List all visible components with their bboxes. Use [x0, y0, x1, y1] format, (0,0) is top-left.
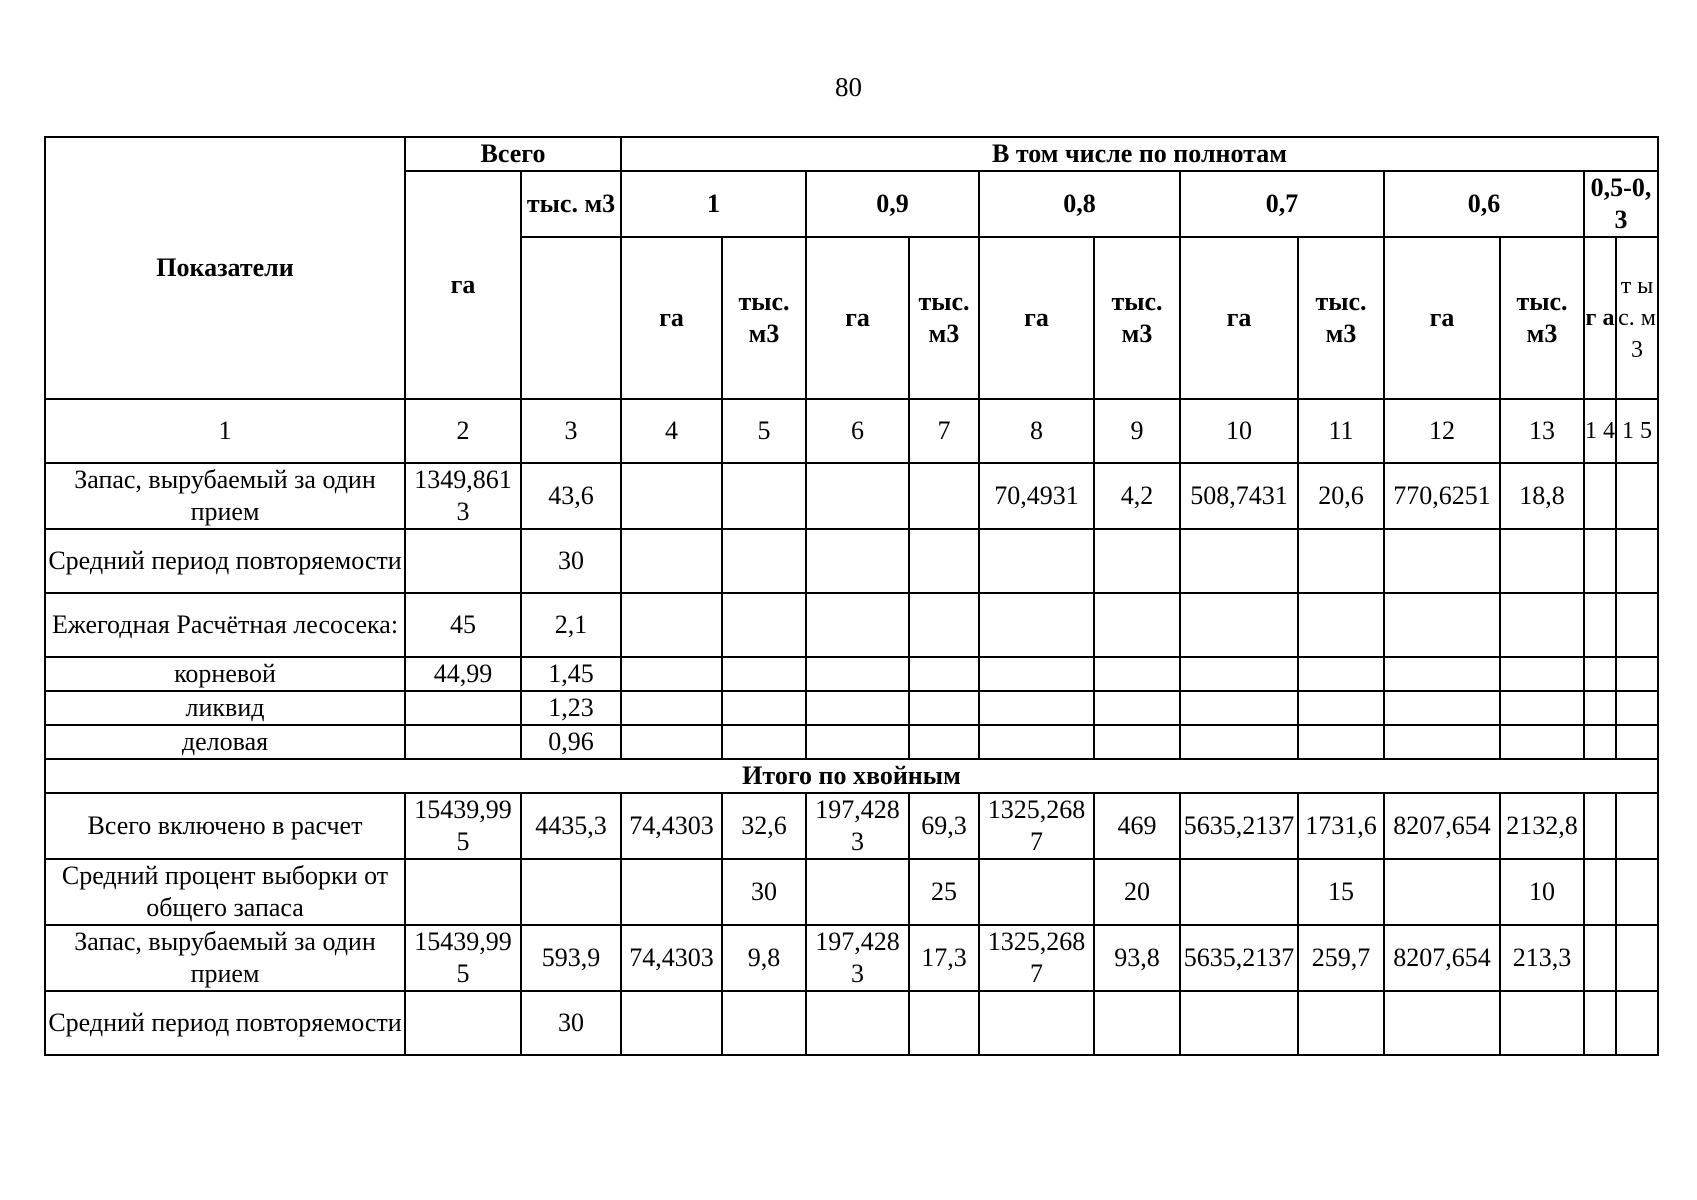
table-row [45, 925, 1658, 991]
table-cell: 2,1 [521, 593, 621, 657]
table-cell: 30 [521, 529, 621, 593]
table-cell [979, 529, 1094, 593]
table-cell [722, 725, 806, 759]
table-cell [1584, 859, 1616, 925]
table-cell [405, 991, 521, 1055]
row-label: Всего включено в расчет [45, 793, 405, 859]
total-m3-header: тыс. м3 [521, 171, 621, 237]
table-cell [1094, 991, 1180, 1055]
table-cell: 4,2 [1094, 463, 1180, 529]
table-cell [1616, 691, 1658, 725]
unit-m3-header: тыс. м3 [1094, 237, 1180, 399]
indicators-header: Показатели [45, 137, 405, 399]
section-row [45, 759, 1658, 793]
table-cell: 1349,8613 [405, 463, 521, 529]
table-cell [1584, 529, 1616, 593]
table-cell [1384, 859, 1500, 925]
column-number: 5 [722, 399, 806, 463]
column-number: 13 [1500, 399, 1584, 463]
column-number: 6 [806, 399, 909, 463]
row-label: Средний период повторяемости [45, 529, 405, 593]
table-cell [621, 859, 722, 925]
row-label: Ежегодная Расчётная лесосека: [45, 593, 405, 657]
table-cell: 44,99 [405, 657, 521, 691]
column-number: 3 [521, 399, 621, 463]
table-cell [909, 991, 979, 1055]
column-number: 9 [1094, 399, 1180, 463]
column-number: 10 [1180, 399, 1298, 463]
column-number: 2 [405, 399, 521, 463]
table-cell [806, 593, 909, 657]
table-cell [1180, 991, 1298, 1055]
column-number: 7 [909, 399, 979, 463]
column-number: 12 [1384, 399, 1500, 463]
table-cell [1616, 793, 1658, 859]
table-cell: 43,6 [521, 463, 621, 529]
density-header: 0,8 [979, 171, 1180, 237]
table-cell [909, 463, 979, 529]
table-cell [1500, 529, 1584, 593]
column-number: 4 [621, 399, 722, 463]
row-label: корневой [45, 657, 405, 691]
table-cell: 1,45 [521, 657, 621, 691]
table-cell: 69,3 [909, 793, 979, 859]
row-label: Запас, вырубаемый за один прием [45, 463, 405, 529]
table-cell [722, 657, 806, 691]
table-cell [621, 991, 722, 1055]
unit-ha-header: га [1384, 237, 1500, 399]
table-cell: 197,4283 [806, 793, 909, 859]
column-number: 1 [45, 399, 405, 463]
column-number: 1 4 [1584, 399, 1616, 463]
table-cell: 74,4303 [621, 925, 722, 991]
page-number: 80 [835, 72, 862, 102]
table-cell [521, 859, 621, 925]
table-cell: 30 [521, 991, 621, 1055]
table-cell [621, 529, 722, 593]
table-row [45, 793, 1658, 859]
table-cell [1094, 593, 1180, 657]
table-cell [1616, 725, 1658, 759]
density-header: 0,6 [1384, 171, 1584, 237]
header-row-1 [45, 137, 1658, 171]
table-cell [722, 463, 806, 529]
density-header: 1 [621, 171, 806, 237]
table-cell: 0,96 [521, 725, 621, 759]
table-cell [909, 725, 979, 759]
table-cell [1616, 925, 1658, 991]
table-cell [621, 463, 722, 529]
table-cell [1298, 529, 1384, 593]
unit-ha-header: г а [1584, 237, 1616, 399]
table-cell: 74,4303 [621, 793, 722, 859]
unit-m3-header: тыс. м3 [722, 237, 806, 399]
unit-m3-header: тыс. м3 [909, 237, 979, 399]
table-cell [1584, 657, 1616, 691]
table-cell: 213,3 [1500, 925, 1584, 991]
table-cell [405, 529, 521, 593]
unit-m3-header: тыс. м3 [1500, 237, 1584, 399]
table-cell: 15439,995 [405, 793, 521, 859]
table-cell [1616, 529, 1658, 593]
table-cell [979, 593, 1094, 657]
table-cell [1616, 859, 1658, 925]
table-row [45, 593, 1658, 657]
table-cell [1384, 657, 1500, 691]
table-cell [1500, 593, 1584, 657]
table-row [45, 657, 1658, 691]
table-cell [909, 529, 979, 593]
column-number: 1 5 [1616, 399, 1658, 463]
table-cell: 5635,2137 [1180, 793, 1298, 859]
forest-stock-table [44, 136, 1659, 1056]
unit-ha-header: га [979, 237, 1094, 399]
table-cell: 20 [1094, 859, 1180, 925]
table-row [45, 463, 1658, 529]
table-cell [1384, 529, 1500, 593]
table-cell [1500, 691, 1584, 725]
table-cell [806, 529, 909, 593]
total-ha-header: га [405, 171, 521, 399]
section-title: Итого по хвойным [45, 759, 1658, 793]
table-cell [1584, 691, 1616, 725]
table-cell [1180, 529, 1298, 593]
table-cell: 259,7 [1298, 925, 1384, 991]
table-cell [1180, 859, 1298, 925]
table-cell [1384, 725, 1500, 759]
table-cell [621, 725, 722, 759]
table-cell: 1,23 [521, 691, 621, 725]
table-cell [1298, 991, 1384, 1055]
total-header: Всего [405, 137, 621, 171]
table-cell [806, 463, 909, 529]
table-cell [722, 691, 806, 725]
table-cell [1616, 657, 1658, 691]
row-label: Средний процент выборки от общего запаса [45, 859, 405, 925]
unit-ha-header: га [806, 237, 909, 399]
table-cell [1298, 725, 1384, 759]
table-cell: 8207,654 [1384, 793, 1500, 859]
table-cell: 5635,2137 [1180, 925, 1298, 991]
table-cell [1180, 691, 1298, 725]
table-cell: 70,4931 [979, 463, 1094, 529]
column-number: 11 [1298, 399, 1384, 463]
table-cell: 593,9 [521, 925, 621, 991]
table-cell: 4435,3 [521, 793, 621, 859]
table-cell [405, 859, 521, 925]
table-cell [722, 529, 806, 593]
table-cell [1500, 725, 1584, 759]
table-cell [979, 691, 1094, 725]
table-cell [405, 725, 521, 759]
unit-ha-header: га [621, 237, 722, 399]
table-cell [1094, 691, 1180, 725]
table-cell [1094, 529, 1180, 593]
table-cell [1616, 593, 1658, 657]
table-cell: 9,8 [722, 925, 806, 991]
table-cell [1584, 463, 1616, 529]
table-cell [1584, 925, 1616, 991]
table-cell: 2132,8 [1500, 793, 1584, 859]
density-header: 0,9 [806, 171, 979, 237]
table-cell [1384, 691, 1500, 725]
table-cell: 197,4283 [806, 925, 909, 991]
table-cell [1180, 657, 1298, 691]
table-cell [909, 691, 979, 725]
table-cell: 8207,654 [1384, 925, 1500, 991]
unit-m3-header: т ы с. м 3 [1616, 237, 1658, 399]
table-cell: 30 [722, 859, 806, 925]
table-cell [909, 593, 979, 657]
table-cell [1584, 991, 1616, 1055]
table-cell [1298, 593, 1384, 657]
table-row [45, 691, 1658, 725]
table-cell [979, 725, 1094, 759]
table-cell [621, 593, 722, 657]
table-cell [1616, 463, 1658, 529]
table-cell [806, 991, 909, 1055]
table-cell [621, 691, 722, 725]
table-cell [1094, 725, 1180, 759]
table-cell [979, 657, 1094, 691]
table-row [45, 859, 1658, 925]
table-cell [722, 593, 806, 657]
row-label: Средний период повторяемости [45, 991, 405, 1055]
column-number: 8 [979, 399, 1094, 463]
table-cell: 15 [1298, 859, 1384, 925]
table-row [45, 991, 1658, 1055]
table-cell: 508,7431 [1180, 463, 1298, 529]
table-cell [806, 657, 909, 691]
table-cell [806, 725, 909, 759]
table-cell [1298, 691, 1384, 725]
table-cell: 1325,2687 [979, 925, 1094, 991]
column-number-row [45, 399, 1658, 463]
table-cell: 469 [1094, 793, 1180, 859]
table-cell [806, 859, 909, 925]
table-cell: 20,6 [1298, 463, 1384, 529]
table-cell: 18,8 [1500, 463, 1584, 529]
empty-cell [521, 237, 621, 399]
by-density-header: В том числе по полнотам [621, 137, 1658, 171]
table-cell [1384, 991, 1500, 1055]
table-cell: 1731,6 [1298, 793, 1384, 859]
table-cell [1094, 657, 1180, 691]
table-cell [1500, 657, 1584, 691]
table-row [45, 529, 1658, 593]
row-label: деловая [45, 725, 405, 759]
density-header: 0,5-0,3 [1584, 171, 1658, 237]
table-cell [1180, 593, 1298, 657]
row-label: Запас, вырубаемый за один прием [45, 925, 405, 991]
table-cell [1384, 593, 1500, 657]
table-cell [979, 859, 1094, 925]
unit-ha-header: га [1180, 237, 1298, 399]
table-cell [909, 657, 979, 691]
table-cell [1584, 793, 1616, 859]
density-header: 0,7 [1180, 171, 1384, 237]
table-cell [1298, 657, 1384, 691]
table-cell [1584, 725, 1616, 759]
row-label: ликвид [45, 691, 405, 725]
table-cell: 10 [1500, 859, 1584, 925]
table-cell: 45 [405, 593, 521, 657]
table-cell: 15439,995 [405, 925, 521, 991]
table-cell: 17,3 [909, 925, 979, 991]
table-cell [1616, 991, 1658, 1055]
table-cell [1500, 991, 1584, 1055]
table-cell: 93,8 [1094, 925, 1180, 991]
table-cell [806, 691, 909, 725]
table-cell: 1325,2687 [979, 793, 1094, 859]
table-cell [405, 691, 521, 725]
unit-m3-header: тыс. м3 [1298, 237, 1384, 399]
table-cell: 25 [909, 859, 979, 925]
table-cell: 770,6251 [1384, 463, 1500, 529]
table-cell [621, 657, 722, 691]
table-cell [722, 991, 806, 1055]
table-cell [1180, 725, 1298, 759]
table-cell [1584, 593, 1616, 657]
table-cell: 32,6 [722, 793, 806, 859]
table-cell [979, 991, 1094, 1055]
table-row [45, 725, 1658, 759]
